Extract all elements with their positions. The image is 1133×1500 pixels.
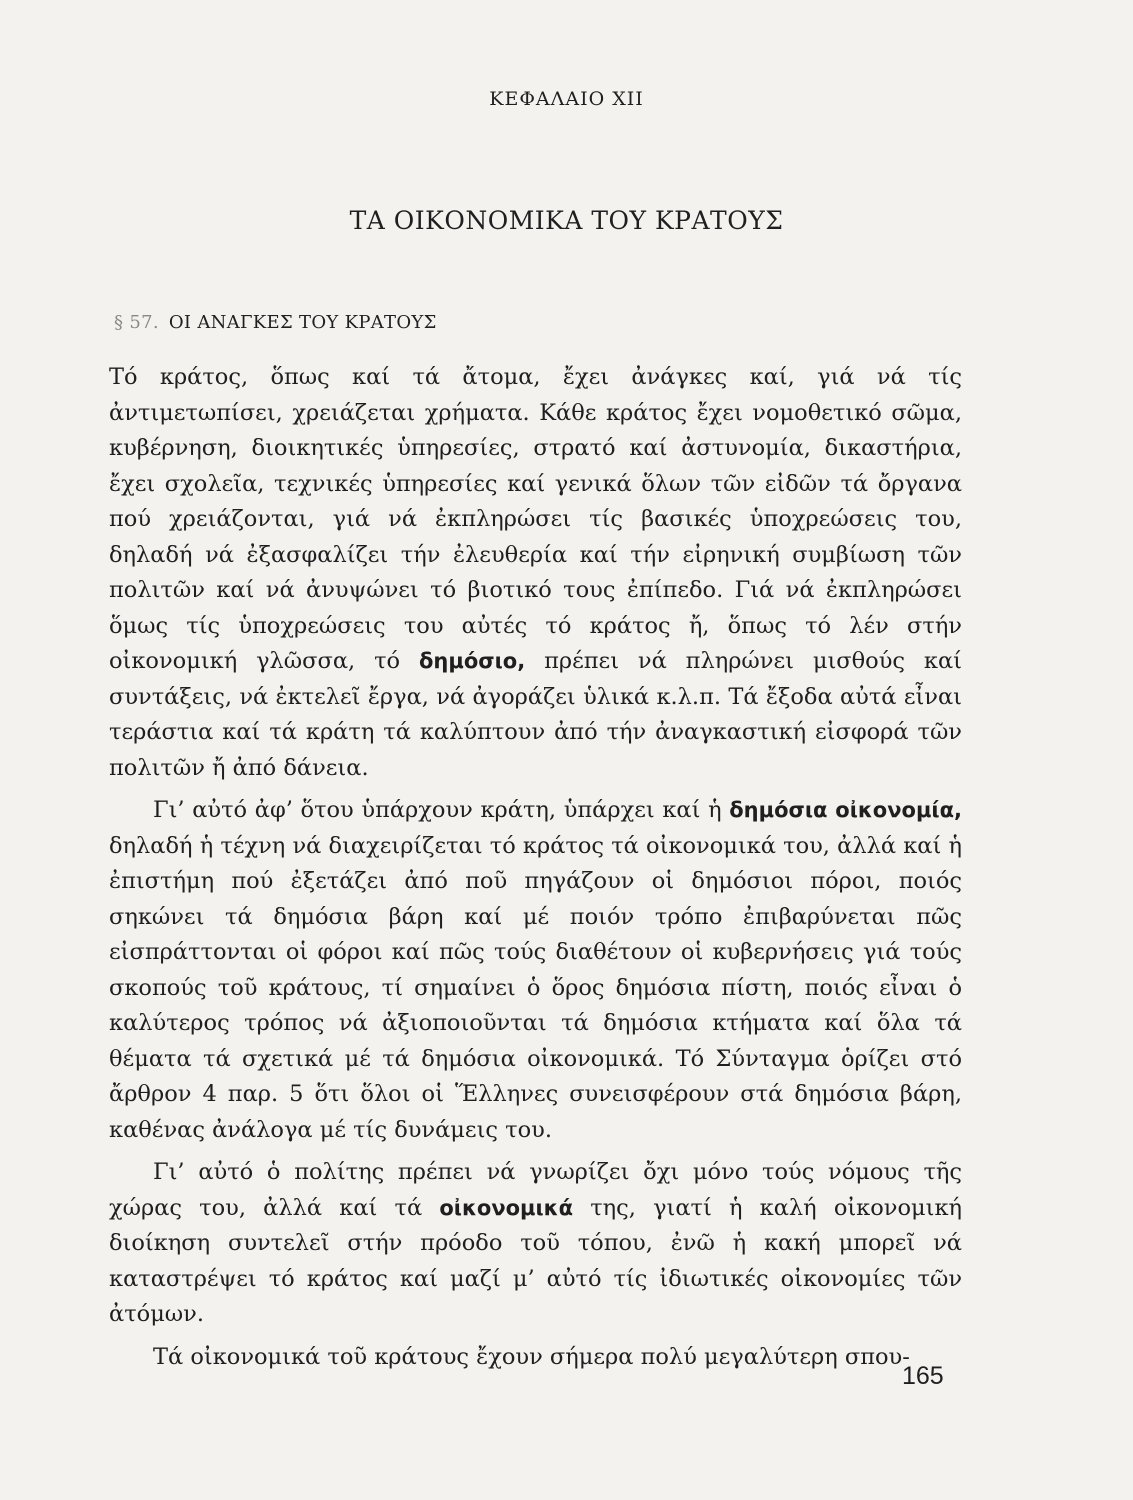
chapter-title: ΤΑ ΟΙΚΟΝΟΜΙΚΑ ΤΟΥ ΚΡΑΤΟΥΣ (349, 206, 784, 235)
section-title: ΟΙ ΑΝΑΓΚΕΣ ΤΟΥ ΚΡΑΤΟΥΣ (168, 312, 437, 333)
bold-term: δημόσια οἰκονομία, (729, 798, 963, 822)
section-heading (114, 312, 437, 333)
paragraph-1 (109, 360, 962, 786)
paragraph-text: Τό κράτος, ὅπως καί τά ἄτομα, ἔχει ἀνάγκες καί, γιά νά τίς ἀντιμετωπίσει, χρειάζεται χρήματα. Κάθε κράτος ἔχει νομοθετικό σῶμα, κυβέρνηση, διοικητικές ὑπηρεσίες, στρατό καί ἀστυνομία, δικαστήρια, ἔχει σχολεῖα, τεχνικές ὑπηρεσίες καί γενικά ὅλων τῶν εἰδῶν τά ὄργανα πού χρειάζονται, γιά νά ἐκπληρώσει τίς βασικές ὑποχρεώσεις του, δηλαδή νά ἐξασφαλίζει τήν ἐλευθερία καί τήν εἰρηνική συμβίωση τῶν πολιτῶν καί νά ἀνυψώνει τό βιοτικό τους ἐπίπεδο. Γιά νά ἐκπληρώσει ὅμως τίς ὑποχρεώσεις του αὐτές τό κράτος ἤ, ὅπως τό λέν στήν οἰκονομική γλῶσσα, τό (109, 364, 962, 674)
bold-term: δημόσιο, (418, 649, 526, 673)
page-number: 165 (902, 1362, 944, 1390)
paragraph-4 (109, 1340, 962, 1376)
body-text (109, 360, 962, 1382)
paragraph-text: Τά οἰκονομικά τοῦ κράτους ἔχουν σήμερα πολύ μεγαλύτερη σπου- (153, 1343, 910, 1370)
paragraph-text: της, γιατί ἡ καλή οἰκονομική διοίκηση συντελεῖ στήν πρόοδο τοῦ τόπου, ἐνῶ ἡ κακή μπορεῖ νά καταστρέψει τό κράτος καί μαζί μ’ αὐτό τίς ἰδιωτικές οἰκονομίες τῶν ἀτόμων. (109, 1194, 963, 1327)
chapter-label: ΚΕΦΑΛΑΙΟ ΧΙΙ (489, 88, 644, 110)
paragraph-text: πρέπει νά πληρώνει μισθούς καί συντάξεις, νά ἐκτελεῖ ἔργα, νά ἀγοράζει ὑλικά κ.λ.π. Τά ἔξοδα αὐτά εἶναι τεράστια καί τά κράτη τά καλύπτουν ἀπό τήν ἀναγκαστική εἰσφορά τῶν πολιτῶν ἤ ἀπό δάνεια. (109, 648, 962, 781)
paragraph-text: Γι’ αὐτό ὁ πολίτης πρέπει νά γνωρίζει ὄχι μόνο τούς νόμους τῆς χώρας του, ἀλλά καί τά (109, 1159, 962, 1221)
bold-term: οἰκονομικά (439, 1195, 574, 1220)
paragraph-text: δηλαδή ἡ τέχνη νά διαχειρίζεται τό κράτος τά οἰκονομικά του, ἀλλά καί ἡ ἐπιστήμη πού ἐξετάζει ἀπό ποῦ πηγάζουν οἱ δημόσιοι πόροι, ποιός σηκώνει τά δημόσια βάρη καί μέ ποιόν τρόπο ἐπιβαρύνεται πῶς εἰσπράττονται οἱ φόροι καί πῶς τούς διαθέτουν οἱ κυβερνήσεις γιά τούς σκοπούς τοῦ κράτους, τί σημαίνει ὁ ὅρος δημόσια πίστη, ποιός εἶναι ὁ καλύτερος τρόπος νά ἀξιοποιοῦνται τά δημόσια κτήματα καί ὅλα τά θέματα τά σχετικά μέ τά δημόσια οἰκονομικά. Τό Σύνταγμα ὁρίζει στό ἄρθρον 4 παρ. 5 ὅτι ὅλοι οἱ Ἕλληνες συνεισφέρουν στά δημόσια βάρη, καθένας ἀνάλογα μέ τίς δυνάμεις του. (109, 832, 962, 1143)
paragraph-text: Γι’ αὐτό ἀφ’ ὅτου ὑπάρχουν κράτη, ὑπάρχει καί ἡ (153, 797, 730, 823)
paragraph-2 (109, 793, 962, 1148)
paragraph-3 (109, 1155, 962, 1333)
section-number: § 57. (114, 312, 159, 333)
